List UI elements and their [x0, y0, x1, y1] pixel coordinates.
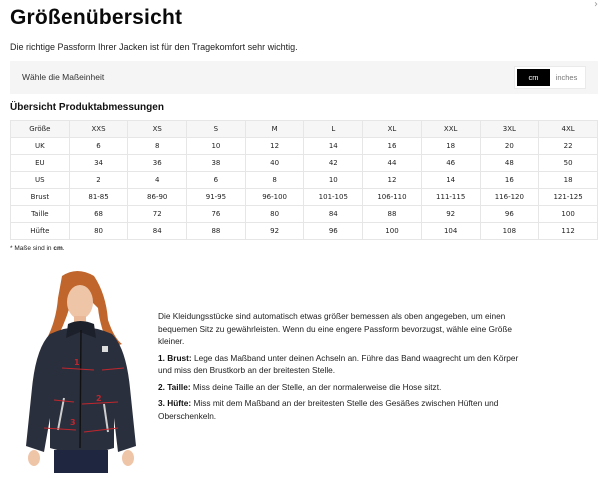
- table-cell: 6: [187, 172, 246, 189]
- table-cell: 10: [187, 138, 246, 155]
- table-cell: Hüfte: [11, 223, 70, 240]
- table-cell: 44: [363, 155, 422, 172]
- table-cell: 36: [128, 155, 187, 172]
- table-cell: 92: [245, 223, 304, 240]
- table-cell: 68: [69, 206, 128, 223]
- table-header-cell: Größe: [11, 121, 70, 138]
- table-header-cell: S: [187, 121, 246, 138]
- table-cell: 80: [245, 206, 304, 223]
- table-cell: 88: [187, 223, 246, 240]
- unit-selector-bar: [10, 61, 598, 94]
- table-header-cell: XS: [128, 121, 187, 138]
- page-subtitle: Die richtige Passform Ihrer Jacken ist für den Tragekomfort sehr wichtig.: [10, 42, 298, 52]
- table-cell: 91-95: [187, 189, 246, 206]
- table-cell: 14: [421, 172, 480, 189]
- table-cell: 16: [480, 172, 539, 189]
- guide-step-text: Miss mit dem Maßband an der breitesten Stelle des Gesäßes zwischen Hüften und Oberschenkeln.: [158, 398, 499, 421]
- table-cell: 112: [539, 223, 598, 240]
- table-cell: 84: [128, 223, 187, 240]
- table-cell: 96: [304, 223, 363, 240]
- table-cell: 12: [245, 138, 304, 155]
- close-icon[interactable]: ›: [594, 0, 598, 10]
- table-cell: Taille: [11, 206, 70, 223]
- table-cell: 8: [128, 138, 187, 155]
- guide-step-waist: [158, 381, 528, 394]
- table-cell: 96-100: [245, 189, 304, 206]
- table-cell: 38: [187, 155, 246, 172]
- marker-waist: 2: [96, 394, 102, 403]
- table-header-cell: XXL: [421, 121, 480, 138]
- table-cell: 88: [363, 206, 422, 223]
- table-header-cell: XXS: [69, 121, 128, 138]
- table-cell: 108: [480, 223, 539, 240]
- table-cell: 46: [421, 155, 480, 172]
- model-jacket-illustration: [10, 268, 144, 473]
- footnote: [10, 245, 65, 252]
- table-cell: 86-90: [128, 189, 187, 206]
- unit-option-cm[interactable]: cm: [517, 69, 550, 86]
- table-cell: 12: [363, 172, 422, 189]
- guide-step-label: 2. Taille:: [158, 381, 191, 392]
- table-cell: UK: [11, 138, 70, 155]
- guide-step-hip: [158, 397, 528, 422]
- unit-option-inches[interactable]: inches: [555, 73, 578, 82]
- table-row: [11, 138, 598, 155]
- guide-step-chest: [158, 352, 528, 377]
- table-cell: 106-110: [363, 189, 422, 206]
- guide-step-text: Miss deine Taille an der Stelle, an der normalerweise die Hose sitzt.: [190, 381, 442, 392]
- guide-intro: Die Kleidungsstücke sind automatisch etwas größer bemessen als oben angegeben, um einen bequemen Sitz zu gewährleisten. Wenn du eine engere Passform bevorzugst, wähle eine Größe kleiner.: [158, 311, 513, 346]
- table-row: [11, 155, 598, 172]
- unit-toggle[interactable]: [514, 66, 586, 89]
- table-row: [11, 189, 598, 206]
- table-header-cell: M: [245, 121, 304, 138]
- table-cell: 100: [363, 223, 422, 240]
- table-cell: 6: [69, 138, 128, 155]
- table-cell: 76: [187, 206, 246, 223]
- guide-step-label: 1. Brust:: [158, 352, 192, 363]
- table-cell: 96: [480, 206, 539, 223]
- size-table: [10, 120, 598, 240]
- footnote-unit: cm: [53, 245, 63, 252]
- table-cell: EU: [11, 155, 70, 172]
- table-cell: 22: [539, 138, 598, 155]
- table-cell: 48: [480, 155, 539, 172]
- table-cell: 92: [421, 206, 480, 223]
- table-cell: 121-125: [539, 189, 598, 206]
- table-cell: 18: [421, 138, 480, 155]
- guide-step-label: 3. Hüfte:: [158, 398, 192, 408]
- table-cell: 14: [304, 138, 363, 155]
- table-cell: 116-120: [480, 189, 539, 206]
- table-cell: 101-105: [304, 189, 363, 206]
- table-cell: 72: [128, 206, 187, 223]
- table-cell: 104: [421, 223, 480, 240]
- table-cell: 111-115: [421, 189, 480, 206]
- table-cell: 81-85: [69, 189, 128, 206]
- table-header-row: [11, 121, 598, 138]
- table-cell: 84: [304, 206, 363, 223]
- table-header-cell: 3XL: [480, 121, 539, 138]
- table-cell: Brust: [11, 189, 70, 206]
- table-cell: 16: [363, 138, 422, 155]
- table-header-cell: L: [304, 121, 363, 138]
- table-cell: 10: [304, 172, 363, 189]
- footnote-suffix: .: [62, 245, 65, 252]
- table-cell: 80: [69, 223, 128, 240]
- table-cell: 34: [69, 155, 128, 172]
- table-header-cell: 4XL: [539, 121, 598, 138]
- table-cell: 4: [128, 172, 187, 189]
- section-title: Übersicht Produktabmessungen: [10, 102, 164, 113]
- marker-hip: 3: [70, 418, 76, 427]
- unit-selector-label: Wähle die Maßeinheit: [22, 72, 105, 82]
- table-header-cell: XL: [363, 121, 422, 138]
- table-cell: 42: [304, 155, 363, 172]
- table-cell: 20: [480, 138, 539, 155]
- table-cell: 50: [539, 155, 598, 172]
- table-row: [11, 172, 598, 189]
- measurement-guide: [158, 310, 528, 426]
- table-cell: 2: [69, 172, 128, 189]
- table-cell: 100: [539, 206, 598, 223]
- footnote-prefix: * Maße sind in: [10, 245, 54, 252]
- model-measurement-image: [10, 268, 144, 473]
- guide-step-text: Lege das Maßband unter deinen Achseln an. Führe das Band waagrecht um den Körper und miss den Brustkorb an der breitesten Stelle.: [158, 352, 519, 375]
- table-cell: US: [11, 172, 70, 189]
- table-row: [11, 206, 598, 223]
- table-cell: 40: [245, 155, 304, 172]
- marker-chest: 1: [74, 358, 80, 367]
- page-title: Größenübersicht: [10, 6, 183, 29]
- table-cell: 8: [245, 172, 304, 189]
- table-cell: 18: [539, 172, 598, 189]
- table-row: [11, 223, 598, 240]
